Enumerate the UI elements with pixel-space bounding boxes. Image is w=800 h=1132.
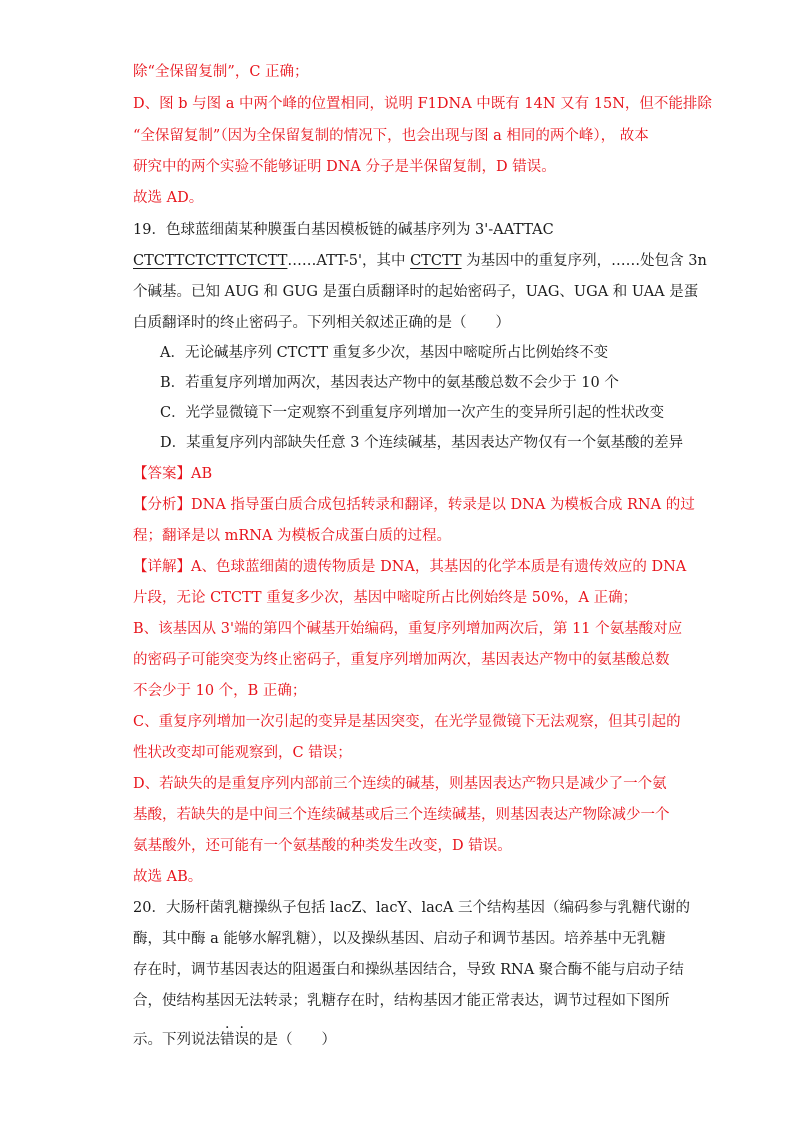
prev-answer-d-line: “全保留复制”（因为全保留复制的情况下，也会出现与图 a 相同的两个峰）， 故本 (133, 128, 649, 144)
q19-detail-line: 基酸，若缺失的是中间三个连续碱基或后三个连续碱基，则基因表达产物除减少一个 (133, 807, 670, 823)
q19-option-a: A．无论碱基序列 CTCTT 重复多少次，基因中嘧啶所占比例始终不变 (160, 345, 609, 361)
q20-emphasis-char: 误 (234, 1032, 249, 1048)
q19-detail-line: C、重复序列增加一次引起的变异是基因突变，在光学显微镜下无法观察，但其引起的 (133, 714, 681, 730)
q19-stem-line: 个碱基。已知 AUG 和 GUG 是蛋白质翻译时的起始密码子，UAG、UGA 和 UAA 是蛋 (133, 284, 699, 300)
prev-answer-d-line: D、图 b 与图 a 中两个峰的位置相同，说明 F1DNA 中既有 14N 又有 15N，但不能排除 (133, 96, 712, 112)
q20-stem-line: 酶，其中酶 a 能够水解乳糖），以及操纵基因、启动子和调节基因。培养基中无乳糖 (133, 931, 666, 947)
prev-answer-choice: 故选 AD。 (133, 190, 204, 206)
q19-detail-line: 片段，无论 CTCTT 重复多少次，基因中嘧啶所占比例始终是 50%，A 正确； (133, 590, 638, 606)
q19-detail-line: 【详解】A、色球蓝细菌的遗传物质是 DNA，其基因的化学本质是有遗传效应的 DNA (133, 559, 687, 575)
q20-stem-line: 合，使结构基因无法转录；乳糖存在时，结构基因才能正常表达，调节过程如下图所 (133, 993, 670, 1009)
q20-stem-text: 示。下列说法 (133, 1032, 220, 1048)
q19-stem-text: 为基因中的重复序列，……处包含 3n (461, 253, 707, 269)
q20-stem-line: 存在时，调节基因表达的阻遏蛋白和操纵基因结合，导致 RNA 聚合酶不能与启动子结 (133, 962, 684, 978)
q19-stem-line: 白质翻译时的终止密码子。下列相关叙述正确的是（ ） (133, 315, 510, 331)
q19-stem-line (133, 251, 707, 271)
q19-answer: 【答案】AB (133, 466, 213, 482)
q19-detail-line: 的密码子可能突变为终止密码子，重复序列增加两次，基因表达产物中的氨基酸总数 (133, 652, 670, 668)
q19-repeat-underlined: CTCTT (410, 253, 462, 269)
prev-answer-c-tail: 除“全保留复制”，C 正确； (133, 64, 309, 80)
q19-analysis-line: 程；翻译是以 mRNA 为模板合成蛋白质的过程。 (133, 528, 452, 544)
q20-emphasis-char: 错 (220, 1032, 235, 1048)
q19-analysis-line: 【分析】DNA 指导蛋白质合成包括转录和翻译，转录是以 DNA 为模板合成 RNA 的过 (133, 497, 695, 513)
q19-stem-text: ……ATT-5'，其中 (287, 253, 411, 269)
q19-choice: 故选 AB。 (133, 869, 203, 885)
q19-option-c: C．光学显微镜下一定观察不到重复序列增加一次产生的变异所引起的性状改变 (160, 405, 665, 421)
q19-option-d: D．某重复序列内部缺失任意 3 个连续碱基，基因表达产物仅有一个氨基酸的差异 (160, 435, 684, 451)
q19-sequence-underlined: CTCTTCTCTTCTCTT (133, 253, 288, 269)
q19-detail-line: 氨基酸外，还可能有一个氨基酸的种类发生改变，D 错误。 (133, 838, 512, 854)
q19-detail-line: D、若缺失的是重复序列内部前三个连续的碱基，则基因表达产物只是减少了一个氨 (133, 776, 667, 792)
q20-stem-line (133, 1030, 336, 1050)
q19-stem-line: 19．色球蓝细菌某种膜蛋白基因模板链的碱基序列为 3'-AATTAC (133, 222, 554, 238)
q19-detail-line: 不会少于 10 个，B 正确； (133, 683, 307, 699)
prev-answer-d-line: 研究中的两个实验不能够证明 DNA 分子是半保留复制，D 错误。 (133, 159, 556, 175)
q19-option-b: B．若重复序列增加两次，基因表达产物中的氨基酸总数不会少于 10 个 (160, 375, 619, 391)
q20-stem-line: 20．大肠杆菌乳糖操纵子包括 lacZ、lacY、lacA 三个结构基因（编码参与乳糖代谢的 (133, 900, 690, 916)
q19-detail-line: 性状改变却可能观察到，C 错误； (133, 745, 352, 761)
q19-detail-line: B、该基因从 3'端的第四个碱基开始编码，重复序列增加两次后，第 11 个氨基酸对应 (133, 621, 683, 637)
q20-stem-text: 的是（ ） (249, 1032, 336, 1048)
